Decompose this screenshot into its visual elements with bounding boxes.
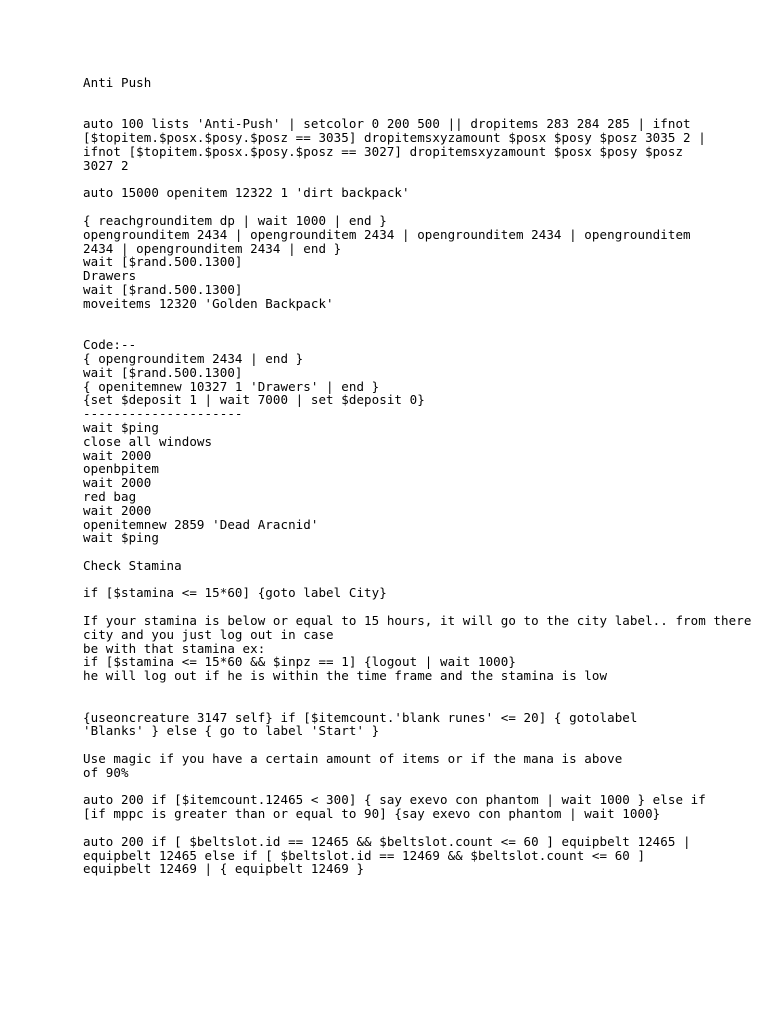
text-line: auto 200 if [$itemcount.12465 < 300] { say exevo con phantom | wait 1000 } else if bbox=[83, 792, 706, 808]
text-line: auto 100 lists 'Anti-Push' | setcolor 0 200 500 || dropitems 283 284 285 | ifnot bbox=[83, 116, 691, 132]
text-line: { opengrounditem 2434 | end } bbox=[83, 350, 304, 366]
text-line: wait $ping bbox=[83, 530, 159, 546]
text-line: Check Stamina bbox=[83, 557, 182, 573]
text-line: wait [$rand.500.1300] bbox=[83, 364, 243, 380]
text-line: Drawers bbox=[83, 268, 137, 284]
text-line: equipbelt 12469 | { equipbelt 12469 } bbox=[83, 861, 365, 877]
blank-line bbox=[83, 90, 768, 104]
text-line: he will log out if he is within the time frame and the stamina is low bbox=[83, 668, 608, 684]
text-line: { reachgrounditem dp | wait 1000 | end } bbox=[83, 212, 387, 228]
text-line: Code:-- bbox=[83, 337, 137, 353]
text-line: { openitemnew 10327 1 'Drawers' | end } bbox=[83, 378, 380, 394]
blank-line bbox=[83, 780, 768, 794]
text-line: ifnot [$topitem.$posx.$posy.$posz == 3027] dropitemsxyzamount $posx $posy $posz bbox=[83, 143, 684, 159]
text-line: city and you just log out in case bbox=[83, 626, 334, 642]
blank-line bbox=[83, 104, 768, 118]
text-line: [if mppc is greater than or equal to 90] {say exevo con phantom | wait 1000} bbox=[83, 806, 661, 822]
text-line: auto 15000 openitem 12322 1 'dirt backpack' bbox=[83, 185, 410, 201]
blank-line bbox=[83, 324, 768, 338]
text-line: of 90% bbox=[83, 764, 129, 780]
text-line: moveitems 12320 'Golden Backpack' bbox=[83, 295, 334, 311]
text-line: wait 2000 bbox=[83, 502, 152, 518]
text-line: wait [$rand.500.1300] bbox=[83, 254, 243, 270]
document-body bbox=[83, 76, 768, 876]
text-line: close all windows bbox=[83, 433, 213, 449]
blank-line bbox=[83, 311, 768, 325]
text-line: red bag bbox=[83, 488, 137, 504]
blank-line bbox=[83, 545, 768, 559]
text-line: equipbelt 12465 else if [ $beltslot.id == 12469 && $beltslot.count <= 60 ] bbox=[83, 847, 646, 863]
text-line: wait $ping bbox=[83, 419, 159, 435]
text-line: {set $deposit 1 | wait 7000 | set $deposit 0} bbox=[83, 392, 425, 408]
text-line: --------------------- bbox=[83, 406, 243, 422]
text-line: 2434 | opengrounditem 2434 | end } bbox=[83, 240, 342, 256]
text-line: {useoncreature 3147 self} if [$itemcount.'blank runes' <= 20] { gotolabel bbox=[83, 709, 638, 725]
text-line: If your stamina is below or equal to 15 hours, it will go to the city label.. from there bbox=[83, 613, 752, 629]
blank-line bbox=[83, 697, 768, 711]
text-line: openitemnew 2859 'Dead Aracnid' bbox=[83, 516, 319, 532]
blank-line bbox=[83, 821, 768, 835]
text-line: Use magic if you have a certain amount of items or if the mana is above bbox=[83, 751, 623, 767]
blank-line bbox=[83, 738, 768, 752]
blank-line bbox=[83, 683, 768, 697]
text-line: opengrounditem 2434 | opengrounditem 2434 | opengrounditem 2434 | opengrounditem bbox=[83, 226, 691, 242]
text-line: be with that stamina ex: bbox=[83, 640, 266, 656]
text-line: auto 200 if [ $beltslot.id == 12465 && $beltslot.count <= 60 ] equipbelt 12465 | bbox=[83, 833, 691, 849]
blank-line bbox=[83, 600, 768, 614]
text-line: openbpitem bbox=[83, 461, 159, 477]
blank-line bbox=[83, 173, 768, 187]
text-line: wait 2000 bbox=[83, 447, 152, 463]
text-line: [$topitem.$posx.$posy.$posz == 3035] dropitemsxyzamount $posx $posy $posz 3035 2 | bbox=[83, 130, 706, 146]
blank-line bbox=[83, 200, 768, 214]
blank-line bbox=[83, 573, 768, 587]
text-line: 3027 2 bbox=[83, 157, 129, 173]
text-line: wait 2000 bbox=[83, 475, 152, 491]
text-line: if [$stamina <= 15*60 && $inpz == 1] {logout | wait 1000} bbox=[83, 654, 516, 670]
text-line: if [$stamina <= 15*60] {goto label City} bbox=[83, 585, 387, 601]
document-title: Anti Push bbox=[83, 75, 152, 90]
text-line: 'Blanks' } else { go to label 'Start' } bbox=[83, 723, 380, 739]
text-line: wait [$rand.500.1300] bbox=[83, 281, 243, 297]
